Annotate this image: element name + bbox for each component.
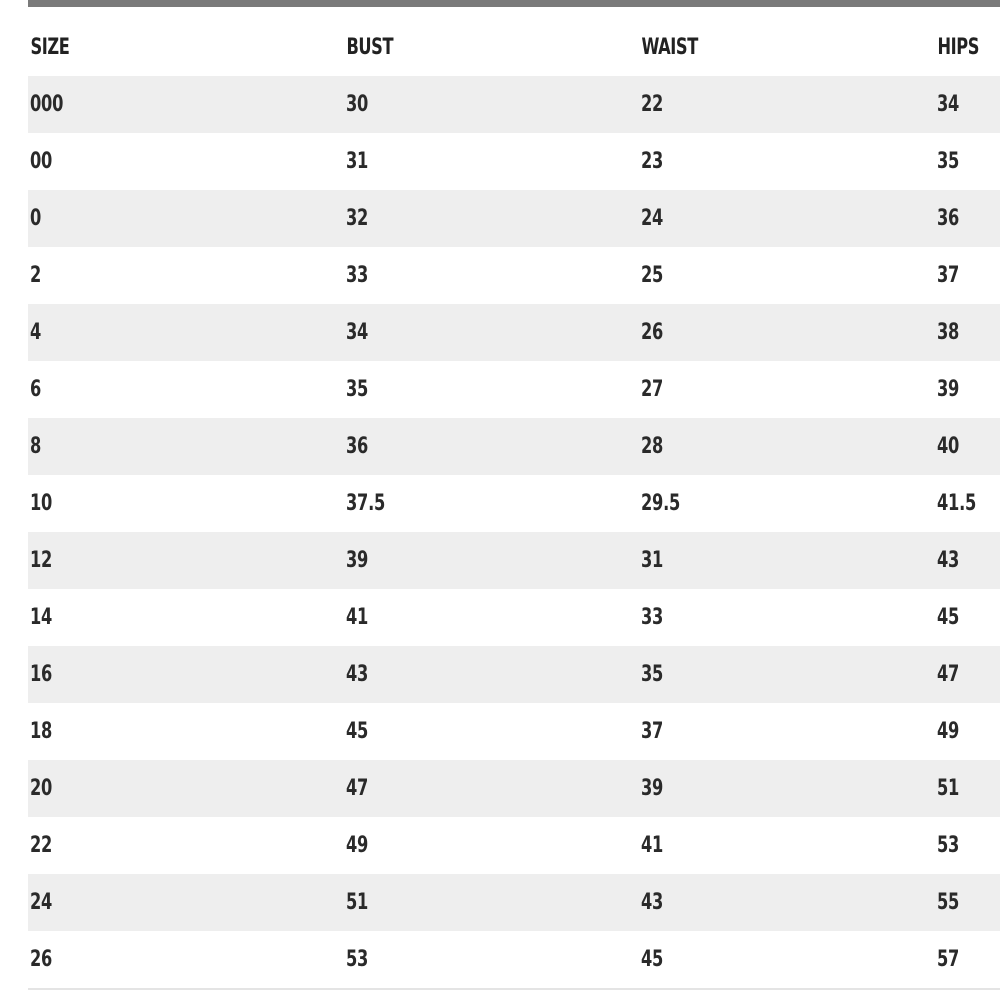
cell-bust: 45 (346, 719, 369, 744)
table-row (28, 133, 1000, 190)
cell-waist: 33 (641, 605, 664, 630)
table-header (28, 18, 1000, 76)
cell-waist: 23 (641, 149, 664, 174)
cell-size: 18 (30, 719, 53, 744)
table-row (28, 76, 1000, 133)
header-bust: BUST (346, 34, 394, 60)
cell-waist: 45 (639, 931, 935, 989)
cell-bust: 49 (346, 833, 369, 858)
cell-bust: 31 (346, 149, 369, 174)
cell-waist: 28 (641, 434, 664, 459)
cell-bust: 47 (346, 776, 369, 801)
cell-size: 12 (30, 548, 53, 573)
top-divider-bar (28, 0, 1000, 7)
cell-hips: 55 (937, 890, 960, 915)
size-chart-table (28, 18, 1000, 990)
header-waist: WAIST (641, 34, 698, 60)
table-body (28, 76, 1000, 989)
cell-bust: 32 (346, 206, 369, 231)
table-row (28, 931, 1000, 989)
table-row (28, 361, 1000, 418)
cell-size: 4 (30, 320, 42, 345)
cell-hips: 39 (937, 377, 960, 402)
table-row (28, 418, 1000, 475)
header-size: SIZE (30, 34, 70, 60)
cell-waist: 25 (641, 263, 664, 288)
cell-size: 6 (30, 377, 42, 402)
cell-bust: 39 (346, 548, 369, 573)
cell-size: 10 (30, 491, 53, 516)
cell-hips: 41.5 (937, 491, 977, 516)
table-row (28, 589, 1000, 646)
cell-waist: 26 (641, 320, 664, 345)
cell-hips: 37 (937, 263, 960, 288)
cell-bust: 30 (346, 92, 369, 117)
cell-hips: 51 (937, 776, 960, 801)
cell-hips: 38 (937, 320, 960, 345)
cell-bust: 37.5 (346, 491, 386, 516)
table-row (28, 646, 1000, 703)
cell-size: 0 (30, 206, 42, 231)
cell-hips: 40 (937, 434, 960, 459)
table-row (28, 817, 1000, 874)
cell-waist: 35 (641, 662, 664, 687)
cell-waist: 24 (641, 206, 664, 231)
cell-waist: 39 (641, 776, 664, 801)
cell-bust: 43 (346, 662, 369, 687)
header-hips: HIPS (937, 34, 980, 60)
cell-bust: 34 (346, 320, 369, 345)
cell-bust: 41 (346, 605, 369, 630)
cell-bust: 33 (346, 263, 369, 288)
cell-hips: 35 (937, 149, 960, 174)
cell-waist: 31 (641, 548, 664, 573)
cell-size: 14 (30, 605, 53, 630)
cell-size: 24 (30, 890, 53, 915)
cell-size: 000 (30, 92, 64, 117)
cell-size: 00 (30, 149, 53, 174)
cell-hips: 57 (935, 931, 1000, 989)
table-row (28, 247, 1000, 304)
cell-waist: 37 (641, 719, 664, 744)
cell-size: 20 (30, 776, 53, 801)
cell-hips: 47 (937, 662, 960, 687)
cell-hips: 53 (937, 833, 960, 858)
cell-bust: 35 (346, 377, 369, 402)
table-row (28, 874, 1000, 931)
table-row (28, 190, 1000, 247)
table-row (28, 760, 1000, 817)
cell-bust: 36 (346, 434, 369, 459)
cell-waist: 29.5 (641, 491, 681, 516)
cell-hips: 34 (937, 92, 960, 117)
cell-bust: 53 (344, 931, 639, 989)
cell-size: 16 (30, 662, 53, 687)
cell-size: 26 (28, 931, 344, 989)
cell-waist: 43 (641, 890, 664, 915)
cell-waist: 22 (641, 92, 664, 117)
cell-size: 2 (30, 263, 42, 288)
cell-hips: 45 (937, 605, 960, 630)
table-row (28, 304, 1000, 361)
cell-hips: 43 (937, 548, 960, 573)
cell-waist: 41 (641, 833, 664, 858)
cell-size: 22 (30, 833, 53, 858)
cell-size: 8 (30, 434, 42, 459)
header-row (28, 18, 1000, 76)
table-row (28, 703, 1000, 760)
cell-hips: 36 (937, 206, 960, 231)
cell-hips: 49 (937, 719, 960, 744)
table-row (28, 475, 1000, 532)
table-row (28, 532, 1000, 589)
cell-waist: 27 (641, 377, 664, 402)
cell-bust: 51 (346, 890, 369, 915)
